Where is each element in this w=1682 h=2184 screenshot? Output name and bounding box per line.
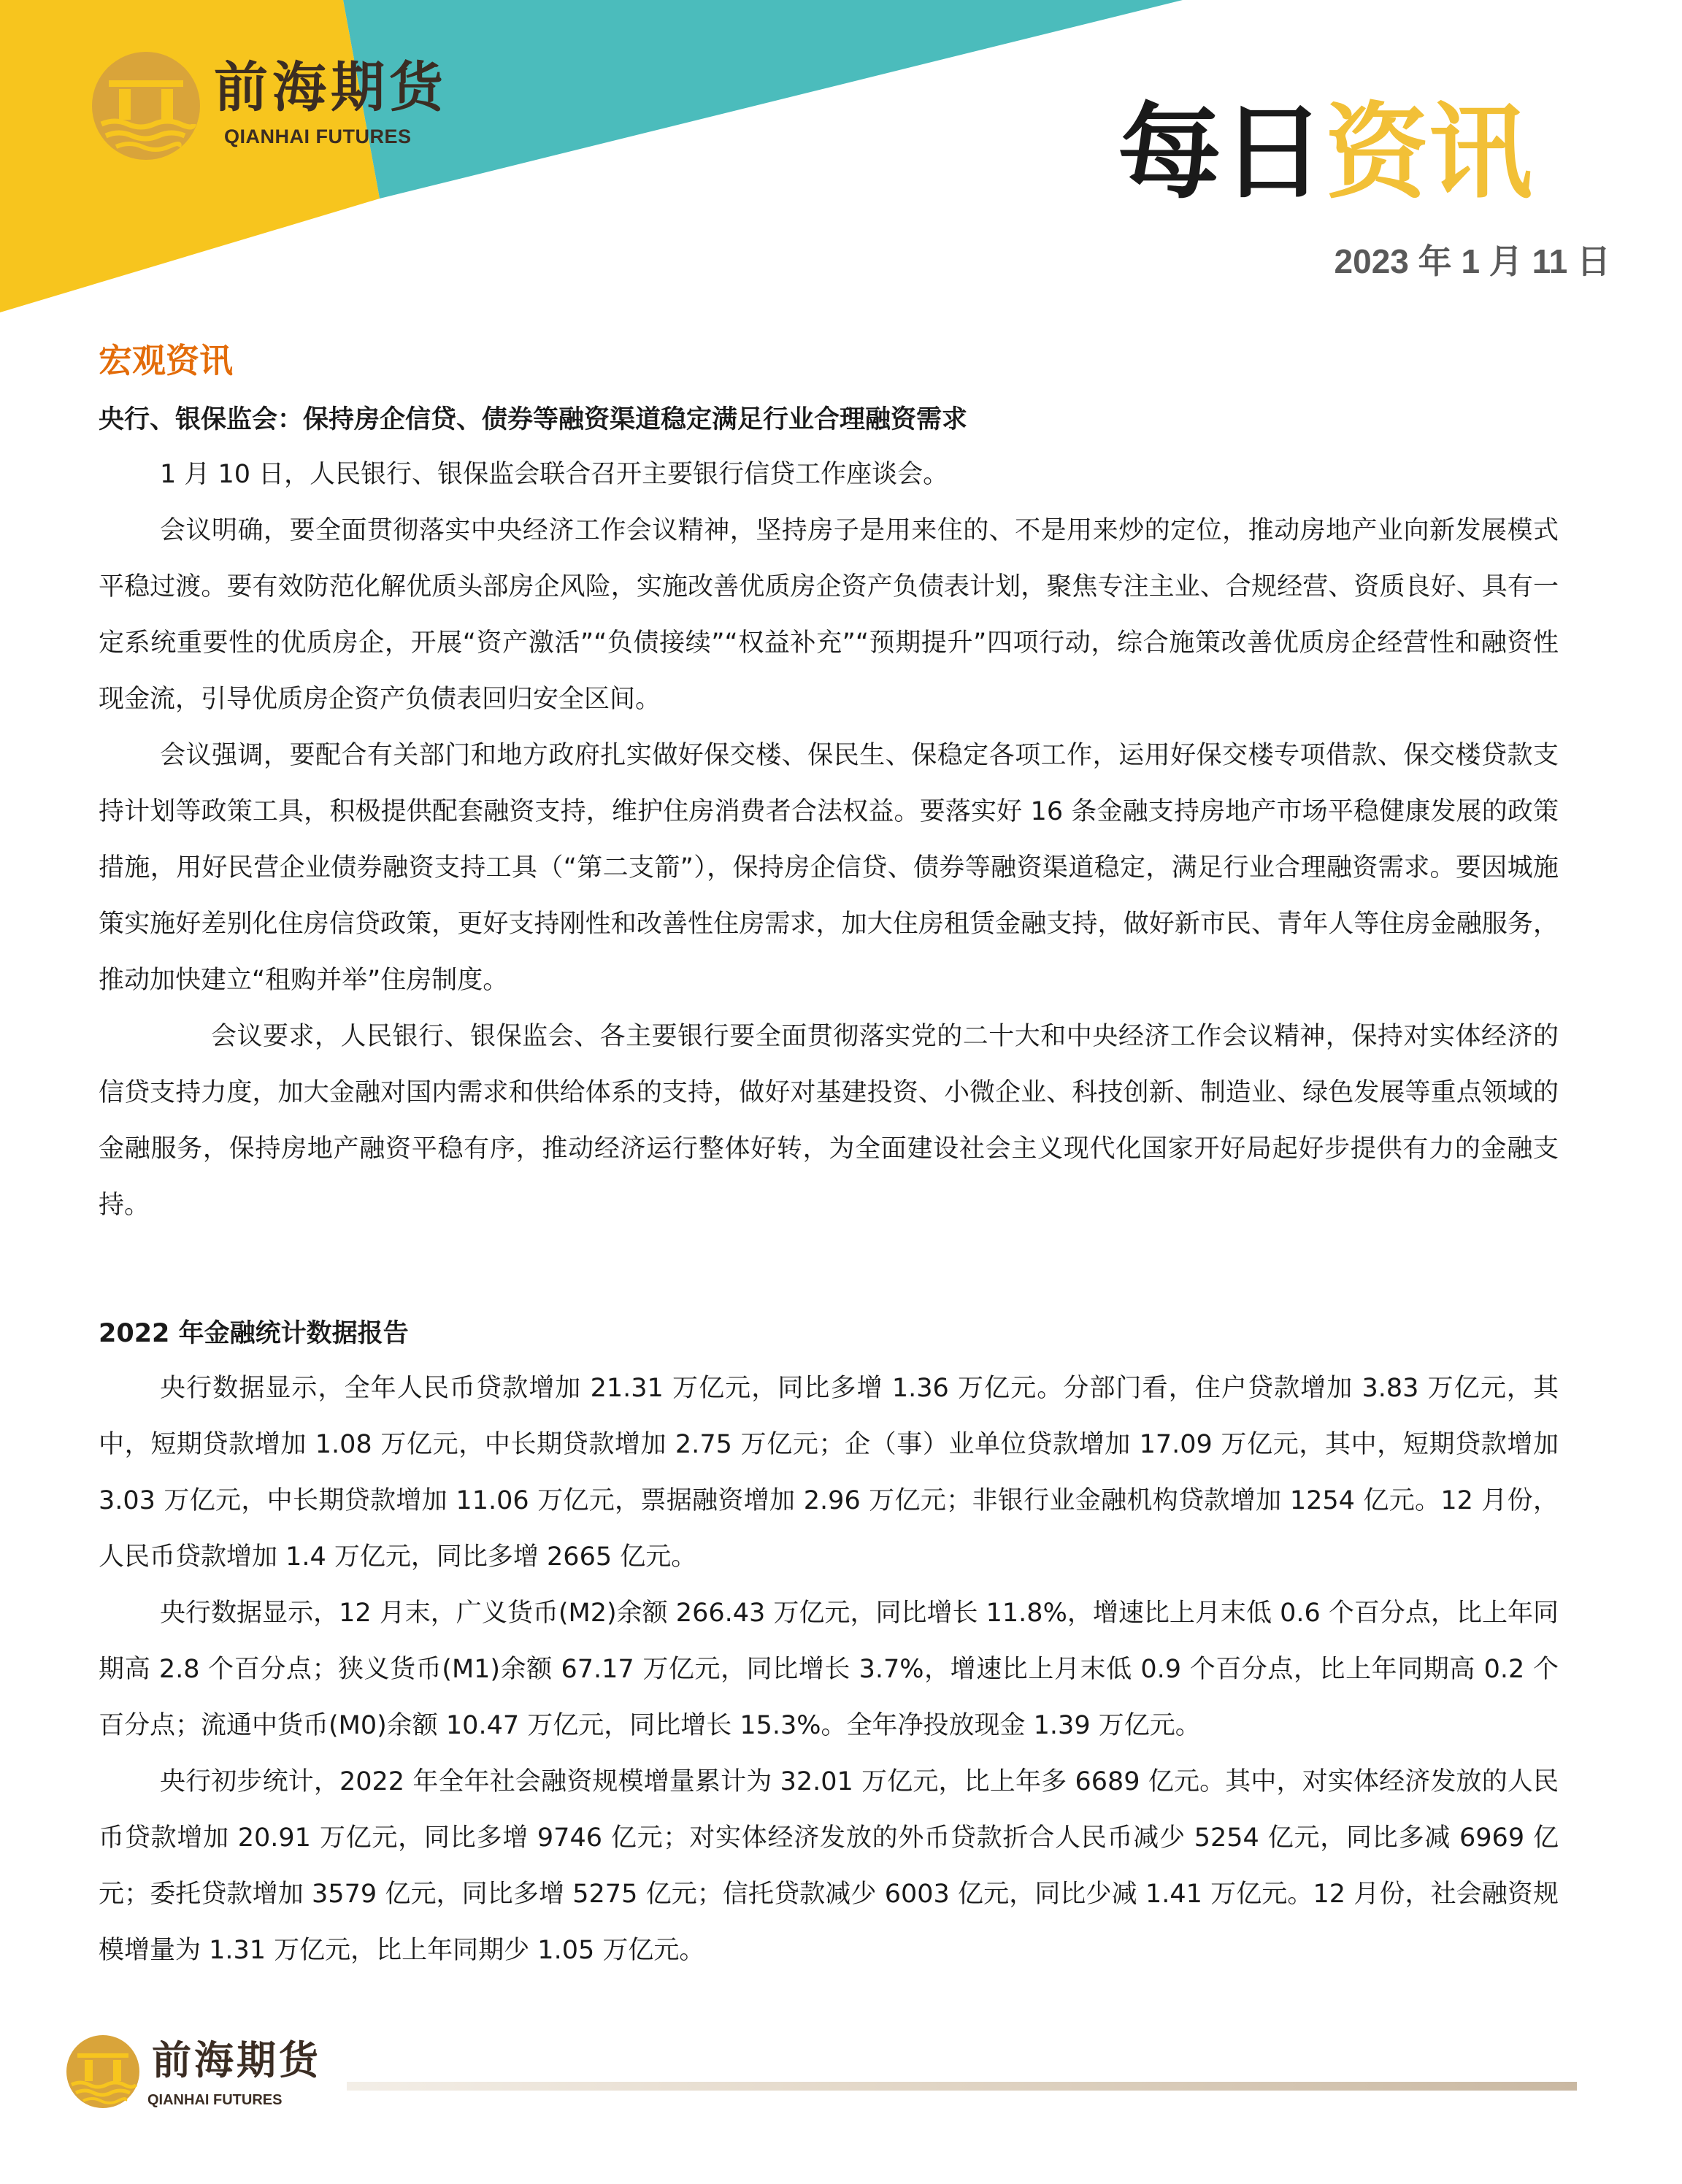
article-1-paragraph-1: 1 月 10 日，人民银行、银保监会联合召开主要银行信贷工作座谈会。 [160, 460, 949, 489]
article-body [99, 394, 1559, 1979]
article-2-paragraph-1: 央行数据显示，全年人民币贷款增加 21.31 万亿元，同比多增 1.36 万亿元。分部门看，住户贷款增加 3.83 万亿元，其中，短期贷款增加 1.08 万亿元，中长期贷款增加 2.75 万亿元；企（事）业单位贷款增加 17.09 万亿元，其中，短期贷款增加 3.03 万亿元，中长期贷款增加 11.06 万亿元，票据融资增加 2.96 万亿元；非银行业金融机构贷款增加 1254 亿元。12 月份，人民币贷款增加 1.4 万亿元，同比多增 2665 亿元。 [99, 1374, 1559, 1572]
masthead-part-2: 资讯 [1325, 93, 1532, 213]
article-1-paragraph-3: 会议强调，要配合有关部门和地方政府扎实做好保交楼、保民生、保稳定各项工作，运用好保交楼专项借款、保交楼贷款支持计划等政策工具，积极提供配套融资支持，维护住房消费者合法权益。要落实好 16 条金融支持房地产市场平稳健康发展的政策措施，用好民营企业债券融资支持工具（“第二支箭”），保持房企信贷、债券等融资渠道稳定，满足行业合理融资需求。要因城施策实施好差别化住房信贷政策，更好支持刚性和改善性住房需求，加大住房租赁金融支持，做好新市民、青年人等住房金融服务，推动加快建立“租购并举”住房制度。 [99, 741, 1559, 995]
footer-logo-emblem-icon [66, 2034, 140, 2114]
footer-brand-logo [66, 2034, 343, 2121]
section-title: 宏观资讯 [99, 341, 233, 380]
article-1-paragraph-2: 会议明确，要全面贯彻落实中央经济工作会议精神，坚持房子是用来住的、不是用来炒的定位，推动房地产业向新发展模式平稳过渡。要有效防范化解优质头部房企风险，实施改善优质房企资产负债表计划，聚焦专注主业、合规经营、资质良好、具有一定系统重要性的优质房企，开展“资产激活”“负债接续”“权益补充”“预期提升”四项行动，综合施策改善优质房企经营性和融资性现金流，引导优质房企资产负债表回归安全区间。 [99, 516, 1559, 714]
brand-name-en: QIANHAI FUTURES [224, 126, 412, 147]
article-1-headline: 央行、银保监会：保持房企信贷、债券等融资渠道稳定满足行业合理融资需求 [99, 405, 968, 434]
masthead-title [1118, 95, 1532, 212]
article-2-paragraph-3: 央行初步统计，2022 年全年社会融资规模增量累计为 32.01 万亿元，比上年多 6689 亿元。其中，对实体经济发放的人民币贷款增加 20.91 万亿元，同比多增 9746 亿元；对实体经济发放的外币贷款折合人民币减少 5254 亿元，同比多减 6969 亿元；委托贷款增加 3579 亿元，同比多增 5275 亿元；信托贷款减少 6003 亿元，同比少减 1.41 万亿元。12 月份，社会融资规模增量为 1.31 万亿元，比上年同期少 1.05 万亿元。 [99, 1767, 1559, 1965]
footer-brand-name-cn: 前海期货 [152, 2037, 321, 2083]
logo-emblem-icon [91, 51, 201, 161]
footer-divider-bar [347, 2082, 1577, 2091]
header-banner-shapes [0, 0, 1183, 321]
article-2-paragraph-2: 央行数据显示，12 月末，广义货币(M2)余额 266.43 万亿元，同比增长 11.8%，增速比上月末低 0.6 个百分点，比上年同期高 2.8 个百分点；狭义货币(M1)余额 67.17 万亿元，同比增长 3.7%，增速比上月末低 0.9 个百分点，比上年同期高 0.2 个百分点；流通中货币(M0)余额 10.47 万亿元，同比增长 15.3%。全年净投放现金 1.39 万亿元。 [99, 1599, 1559, 1740]
article-2-headline: 2022 年金融统计数据报告 [99, 1319, 409, 1348]
brand-name-cn: 前海期货 [214, 56, 448, 119]
teal-banner [343, 0, 1183, 199]
article-1-paragraph-4: 会议要求，人民银行、银保监会、各主要银行要全面贯彻落实党的二十大和中央经济工作会议精神，保持对实体经济的信贷支持力度，加大金融对国内需求和供给体系的支持，做好对基建投资、小微企业、科技创新、制造业、绿色发展等重点领域的金融服务，保持房地产融资平稳有序，推动经济运行整体好转，为全面建设社会主义现代化国家开好局起好步提供有力的金融支持。 [99, 1022, 1559, 1220]
footer-brand-name-en: QIANHAI FUTURES [147, 2092, 283, 2108]
masthead-part-1: 每日 [1118, 93, 1325, 213]
brand-logo [91, 51, 464, 161]
report-date: 2023 年 1 月 11 日 [1334, 242, 1610, 280]
